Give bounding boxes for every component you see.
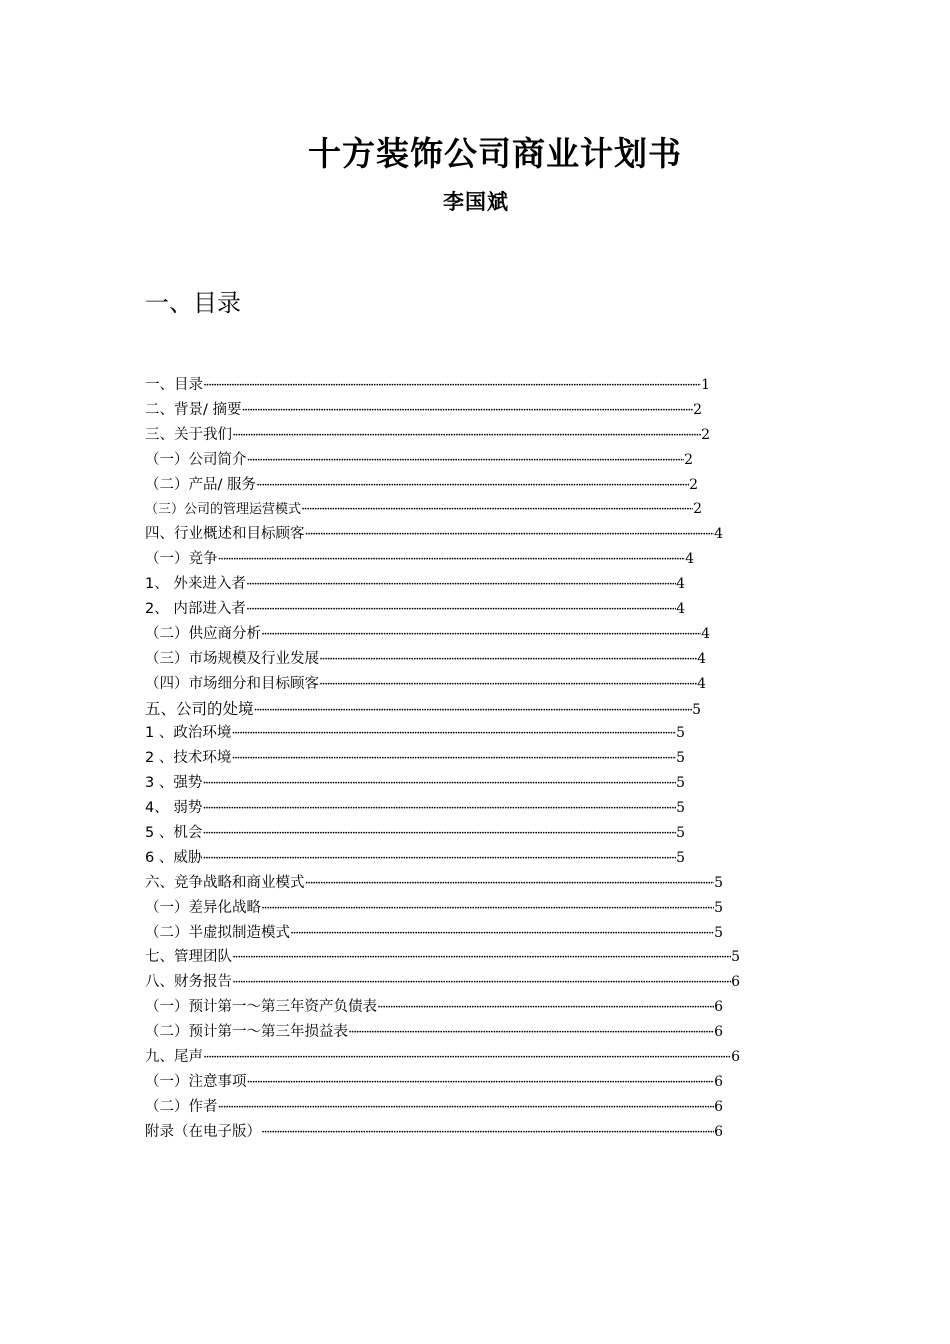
toc-entry[interactable] <box>145 623 710 648</box>
toc-entry-label: 二、背景/ 摘要 <box>145 401 242 418</box>
toc-entry-page: 5 <box>676 800 685 817</box>
toc-entry[interactable] <box>145 498 702 523</box>
toc-entry-page: 2 <box>693 401 702 418</box>
toc-entry-label: （二）产品/ 服务 <box>145 476 256 493</box>
toc-entry[interactable] <box>145 971 740 996</box>
toc-entry-page: 4 <box>701 625 710 642</box>
toc-entry[interactable] <box>145 1046 740 1071</box>
toc-entry[interactable] <box>145 996 723 1021</box>
toc-entry-page: 5 <box>676 849 685 866</box>
toc-entry-page: 5 <box>676 825 685 842</box>
toc-entry-page: 2 <box>701 426 710 443</box>
toc-entry-label: 2、 内部进入者 <box>145 601 246 618</box>
toc-entry-page: 6 <box>731 974 740 991</box>
table-of-contents <box>145 374 740 1146</box>
toc-entry-page: 4 <box>676 601 685 618</box>
toc-leader <box>202 773 676 795</box>
toc-entry-page: 6 <box>714 1073 723 1090</box>
toc-entry[interactable] <box>145 1071 723 1096</box>
toc-entry-page: 5 <box>692 701 701 718</box>
toc-leader <box>202 823 676 845</box>
toc-entry-page: 6 <box>731 1049 740 1066</box>
toc-leader <box>261 898 714 920</box>
toc-leader <box>232 972 731 994</box>
toc-entry[interactable] <box>145 598 685 623</box>
toc-entry-label: 6 、威胁 <box>145 849 203 866</box>
toc-leader <box>305 873 715 895</box>
toc-entry-page: 1 <box>701 377 710 393</box>
toc-entry[interactable] <box>145 523 723 548</box>
toc-entry[interactable] <box>145 946 740 971</box>
toc-entry[interactable] <box>145 897 723 922</box>
toc-entry-label: 附录（在电子版） <box>145 1123 261 1140</box>
toc-entry-label: （二）作者 <box>145 1098 218 1115</box>
toc-leader <box>261 624 701 646</box>
toc-entry[interactable] <box>145 1121 723 1146</box>
toc-entry-label: 六、竞争战略和商业模式 <box>145 874 305 891</box>
document-title: 十方装饰公司商业计划书 <box>308 134 682 173</box>
toc-entry-page: 6 <box>714 1024 723 1041</box>
toc-leader <box>261 1122 714 1144</box>
toc-entry-label: 1 、政治环境 <box>145 725 232 742</box>
toc-leader <box>246 574 676 596</box>
toc-entry-page: 4 <box>714 526 723 543</box>
toc-entry[interactable] <box>145 872 723 897</box>
toc-entry-page: 5 <box>676 775 685 792</box>
toc-entry-page: 5 <box>676 750 685 767</box>
toc-entry[interactable] <box>145 374 710 399</box>
toc-leader <box>254 700 693 722</box>
toc-entry-label: （一）竞争 <box>145 551 218 568</box>
toc-entry-page: 2 <box>693 501 702 518</box>
toc-entry-label: 2 、技术环境 <box>145 750 232 767</box>
toc-entry-label: （二）半虚拟制造模式 <box>145 924 290 941</box>
toc-entry-label: 4、 弱势 <box>145 800 203 817</box>
toc-entry-label: 九、尾声 <box>145 1049 203 1066</box>
section-heading: 一、目录 <box>145 289 241 317</box>
toc-entry[interactable] <box>145 673 706 698</box>
toc-leader <box>348 1022 714 1044</box>
toc-entry-page: 6 <box>714 1098 723 1115</box>
toc-entry-label: （三）公司的管理运营模式 <box>145 502 302 518</box>
toc-entry[interactable] <box>145 573 685 598</box>
toc-entry-label: （二）供应商分析 <box>145 625 261 642</box>
toc-entry-label: 八、财务报告 <box>145 974 232 991</box>
toc-entry-label: （三）市场规模及行业发展 <box>145 650 319 667</box>
toc-entry[interactable] <box>145 847 685 872</box>
toc-entry-label: 七、管理团队 <box>145 949 232 966</box>
toc-entry-page: 6 <box>714 1123 723 1140</box>
toc-leader <box>305 524 715 546</box>
toc-entry-label: 5 、机会 <box>145 825 203 842</box>
toc-entry-label: （一）预计第一～第三年资产负债表 <box>145 999 377 1016</box>
toc-entry[interactable] <box>145 797 685 822</box>
toc-entry-page: 5 <box>714 874 723 891</box>
document-author: 李国斌 <box>443 190 509 214</box>
toc-entry[interactable] <box>145 772 685 797</box>
toc-entry-label: （一）公司简介 <box>145 451 247 468</box>
toc-leader <box>319 649 697 671</box>
toc-entry-page: 4 <box>697 675 706 692</box>
toc-entry-label: 3 、强势 <box>145 775 203 792</box>
toc-entry-page: 4 <box>697 650 706 667</box>
toc-entry[interactable] <box>145 922 723 947</box>
toc-entry[interactable] <box>145 449 693 474</box>
toc-leader <box>319 674 697 696</box>
toc-entry[interactable] <box>145 424 710 449</box>
toc-entry[interactable] <box>145 1021 723 1046</box>
toc-entry-page: 2 <box>689 476 698 493</box>
toc-entry[interactable] <box>145 747 685 772</box>
toc-entry[interactable] <box>145 698 701 723</box>
toc-entry-label: 一、目录 <box>145 377 203 393</box>
toc-entry-label: （四）市场细分和目标顾客 <box>145 675 319 692</box>
toc-entry-label: （一）注意事项 <box>145 1073 247 1090</box>
toc-leader <box>203 1047 731 1069</box>
toc-entry-page: 2 <box>684 451 693 468</box>
toc-leader <box>232 425 701 447</box>
toc-entry-page: 4 <box>676 576 685 593</box>
toc-leader <box>202 848 676 870</box>
toc-entry-page: 5 <box>714 899 723 916</box>
toc-leader <box>231 723 676 745</box>
toc-entry-page: 5 <box>731 949 740 966</box>
toc-entry-label: （一）差异化战略 <box>145 899 261 916</box>
toc-entry-label: （二）预计第一～第三年损益表 <box>145 1024 348 1041</box>
toc-entry-label: 三、关于我们 <box>145 426 232 443</box>
toc-entry[interactable] <box>145 722 685 747</box>
toc-entry[interactable] <box>145 474 698 499</box>
toc-entry-label: 1、 外来进入者 <box>145 576 246 593</box>
toc-entry-label: 四、行业概述和目标顾客 <box>145 526 305 543</box>
toc-entry[interactable] <box>145 648 706 673</box>
toc-leader <box>256 475 689 497</box>
toc-entry[interactable] <box>145 548 694 573</box>
toc-leader <box>377 997 714 1019</box>
toc-entry-page: 5 <box>676 725 685 742</box>
toc-entry-page: 5 <box>714 924 723 941</box>
toc-leader <box>247 450 685 472</box>
toc-entry[interactable] <box>145 822 685 847</box>
toc-entry[interactable] <box>145 399 702 424</box>
toc-entry-page: 6 <box>714 999 723 1016</box>
toc-leader <box>203 375 701 397</box>
toc-leader <box>218 1097 715 1119</box>
toc-leader <box>247 1072 715 1094</box>
toc-leader <box>301 499 693 521</box>
toc-leader <box>290 923 714 945</box>
toc-entry-page: 4 <box>685 551 694 568</box>
toc-leader <box>202 798 676 820</box>
toc-entry[interactable] <box>145 1096 723 1121</box>
toc-entry-label: 五、公司的处境 <box>145 699 254 718</box>
toc-leader <box>231 748 676 770</box>
toc-leader <box>232 947 731 969</box>
toc-leader <box>218 549 686 571</box>
toc-leader <box>246 599 676 621</box>
toc-leader <box>242 400 694 422</box>
